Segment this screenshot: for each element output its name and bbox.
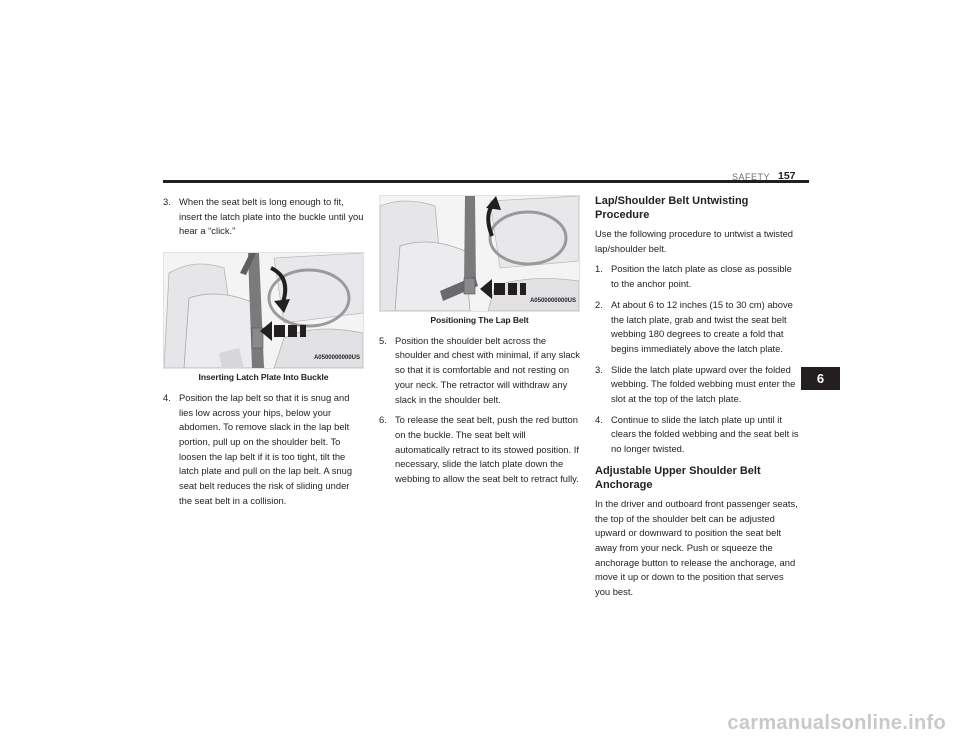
intro-text: Use the following procedure to untwist a twisted lap/shoulder belt. <box>595 228 794 254</box>
chapter-tab: 6 <box>801 367 840 390</box>
figure-code: A0500000000US <box>313 355 360 362</box>
step-number: 1. <box>595 263 603 275</box>
untwist-step-2 <box>595 298 800 357</box>
step-number: 4. <box>595 413 603 425</box>
step-text: Continue to slide the latch plate up until it clears the folded webbing and the seat belt is no longer twisted. <box>611 413 799 455</box>
step-5 <box>379 334 580 408</box>
step-text: Position the lap belt so that it is snug and lies low across your hips, below your abdomen. To remove slack in the lap belt portion, pull up on the shoulder belt. To loosen the lap belt if it is too tight, tilt the latch plate and pull on the lap belt. A snug seat belt reduces the risk of sliding under the seat belt in a collision. <box>179 391 353 506</box>
untwist-step-3 <box>595 363 800 407</box>
column-1 <box>163 195 364 508</box>
step-text: To release the seat belt, push the red button on the buckle. The seat belt will automatically retract to its stowed position. If necessary, slide the latch plate down the webbing to allow the seat belt to retract fully. <box>395 414 579 485</box>
page-number: 157 <box>778 170 796 182</box>
step-text: At about 6 to 12 inches (15 to 30 cm) above the latch plate, grab and twist the seat belt webbing 180 degrees to create a fold that begins immediately above the latch plate. <box>611 298 793 354</box>
step-number: 3. <box>595 363 603 375</box>
untwist-step-4 <box>595 413 800 457</box>
untwist-step-1 <box>595 262 800 291</box>
column-3 <box>595 194 800 600</box>
step-number: 2. <box>595 298 603 310</box>
step-text: Position the latch plate as close as possible to the anchor point. <box>611 263 792 290</box>
step-number: 4. <box>163 391 171 403</box>
step-number: 6. <box>379 414 387 426</box>
header-rule <box>163 180 809 183</box>
figure-code: A0500000000US <box>529 298 576 305</box>
step-text: Slide the latch plate upward over the folded webbing. The folded webbing must enter the slot at the top of the latch plate. <box>611 363 796 405</box>
heading-anchorage: Adjustable Upper Shoulder Belt Anchorage <box>595 464 761 491</box>
heading-untwisting: Lap/Shoulder Belt Untwisting Procedure <box>595 195 749 221</box>
step-number: 5. <box>379 334 387 346</box>
step-text: When the seat belt is long enough to fit, insert the latch plate into the buckle until you hear a “click.” <box>179 196 364 237</box>
anchorage-text: In the driver and outboard front passenger seats, the top of the shoulder belt can be adjusted upward or downward to position the seat belt away from your neck. Push or squeeze the anchorage button to release the anchorage, and move it up or down to the position that serves you best. <box>595 497 798 598</box>
step-number: 3. <box>163 196 171 207</box>
figure-caption: Positioning The Lap Belt <box>430 315 529 325</box>
figure-caption: Inserting Latch Plate Into Buckle <box>198 372 329 383</box>
footer-watermark: carmanualsonline.info <box>727 712 946 734</box>
step-4 <box>163 391 364 509</box>
column-2 <box>379 195 580 487</box>
step-3 <box>163 195 364 239</box>
step-text: Position the shoulder belt across the shoulder and chest with minimal, if any slack so that it is comfortable and not resting on your neck. The retractor will withdraw any slack in the shoulder belt. <box>395 334 580 405</box>
figure-latch-plate <box>163 252 364 369</box>
section-title: SAFETY <box>732 172 771 182</box>
figure-lap-belt <box>379 195 580 312</box>
step-6 <box>379 413 580 487</box>
